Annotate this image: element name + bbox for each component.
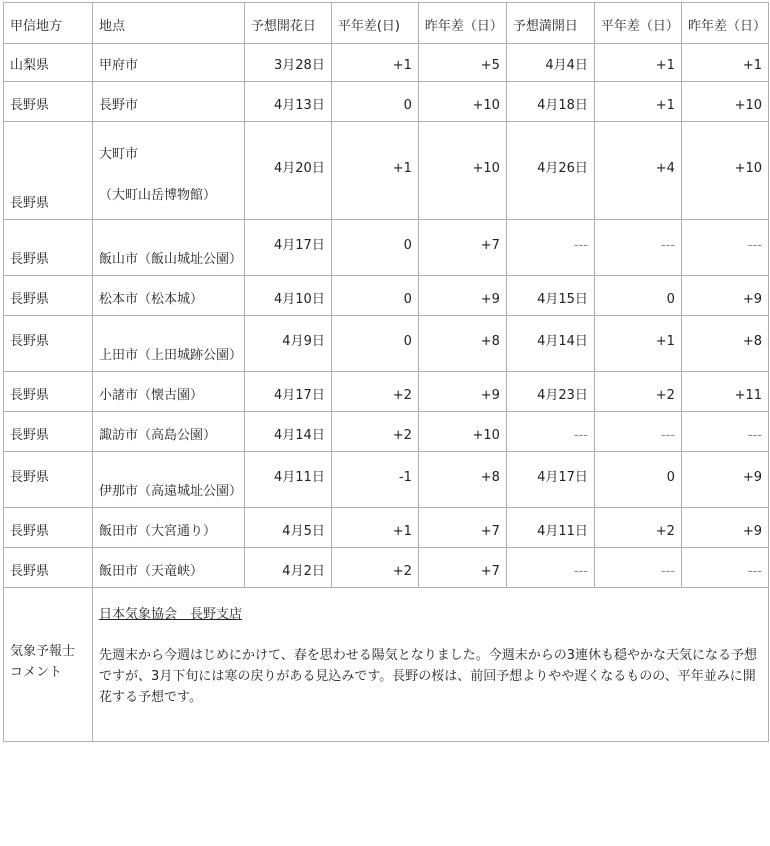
- header-bloom-diff-normal: 平年差(日): [331, 3, 418, 44]
- comment-organization-link[interactable]: 日本気象協会 長野支店: [99, 607, 243, 622]
- table-row: [4, 44, 769, 82]
- table-row: [4, 548, 769, 588]
- full-diff-normal-cell: ---: [594, 412, 681, 452]
- full-diff-last-year-cell: +9: [681, 452, 768, 508]
- bloom-diff-normal-cell: +1: [331, 508, 418, 548]
- location-cell: 飯山市（飯山城址公園）: [93, 220, 245, 276]
- full-diff-normal-cell: +1: [594, 82, 681, 122]
- full-diff-normal-cell: ---: [594, 220, 681, 276]
- bloom-date-cell: 4月13日: [244, 82, 331, 122]
- bloom-diff-last-year-cell: +10: [418, 82, 506, 122]
- region-cell: 長野県: [4, 82, 93, 122]
- full-diff-normal-cell: ---: [594, 548, 681, 588]
- region-cell: 長野県: [4, 372, 93, 412]
- full-diff-last-year-cell: ---: [681, 548, 768, 588]
- full-diff-normal-cell: +2: [594, 508, 681, 548]
- bloom-diff-normal-cell: 0: [331, 316, 418, 372]
- bloom-diff-normal-cell: 0: [331, 220, 418, 276]
- comment-row: [4, 588, 769, 742]
- full-bloom-date-cell: 4月26日: [506, 122, 594, 220]
- full-diff-last-year-cell: ---: [681, 220, 768, 276]
- full-diff-normal-cell: 0: [594, 276, 681, 316]
- bloom-diff-last-year-cell: +7: [418, 548, 506, 588]
- table-row: [4, 412, 769, 452]
- full-bloom-date-cell: ---: [506, 220, 594, 276]
- table-row: [4, 122, 769, 220]
- full-bloom-date-cell: 4月11日: [506, 508, 594, 548]
- bloom-diff-normal-cell: +1: [331, 122, 418, 220]
- bloom-diff-last-year-cell: +9: [418, 276, 506, 316]
- bloom-diff-normal-cell: 0: [331, 276, 418, 316]
- full-diff-normal-cell: +4: [594, 122, 681, 220]
- bloom-date-cell: 4月17日: [244, 220, 331, 276]
- bloom-diff-last-year-cell: +5: [418, 44, 506, 82]
- header-region: 甲信地方: [4, 3, 93, 44]
- bloom-diff-normal-cell: +2: [331, 548, 418, 588]
- full-bloom-date-cell: 4月15日: [506, 276, 594, 316]
- bloom-date-cell: 4月17日: [244, 372, 331, 412]
- bloom-diff-last-year-cell: +8: [418, 316, 506, 372]
- comment-cell: [93, 588, 769, 742]
- full-bloom-date-cell: ---: [506, 548, 594, 588]
- location-cell: 飯田市（大宮通り）: [93, 508, 245, 548]
- table-row: [4, 452, 769, 508]
- bloom-date-cell: 4月20日: [244, 122, 331, 220]
- full-bloom-date-cell: 4月18日: [506, 82, 594, 122]
- header-full-bloom-date: 予想満開日: [506, 3, 594, 44]
- bloom-diff-last-year-cell: +10: [418, 412, 506, 452]
- location-cell: 伊那市（高遠城址公園）: [93, 452, 245, 508]
- bloom-diff-normal-cell: +2: [331, 412, 418, 452]
- region-cell: 長野県: [4, 220, 93, 276]
- full-diff-normal-cell: 0: [594, 452, 681, 508]
- bloom-diff-last-year-cell: +8: [418, 452, 506, 508]
- full-bloom-date-cell: 4月14日: [506, 316, 594, 372]
- bloom-diff-normal-cell: +2: [331, 372, 418, 412]
- bloom-date-cell: 3月28日: [244, 44, 331, 82]
- full-diff-normal-cell: +1: [594, 44, 681, 82]
- table-row: [4, 372, 769, 412]
- full-diff-last-year-cell: +1: [681, 44, 768, 82]
- header-bloom-diff-last-year: 昨年差（日）: [418, 3, 506, 44]
- header-location: 地点: [93, 3, 245, 44]
- bloom-date-cell: 4月11日: [244, 452, 331, 508]
- bloom-date-cell: 4月5日: [244, 508, 331, 548]
- bloom-diff-last-year-cell: +7: [418, 220, 506, 276]
- location-cell: 上田市（上田城跡公園）: [93, 316, 245, 372]
- bloom-diff-normal-cell: +1: [331, 44, 418, 82]
- full-diff-normal-cell: +2: [594, 372, 681, 412]
- full-diff-last-year-cell: +10: [681, 122, 768, 220]
- location-cell: 諏訪市（高島公園）: [93, 412, 245, 452]
- region-cell: 長野県: [4, 412, 93, 452]
- region-cell: 長野県: [4, 316, 93, 372]
- location-cell: 長野市: [93, 82, 245, 122]
- location-cell: 松本市（松本城）: [93, 276, 245, 316]
- full-bloom-date-cell: 4月17日: [506, 452, 594, 508]
- table-row: [4, 316, 769, 372]
- location-cell: 小諸市（懐古園）: [93, 372, 245, 412]
- header-full-diff-last-year: 昨年差（日）: [681, 3, 768, 44]
- full-diff-last-year-cell: +11: [681, 372, 768, 412]
- location-name: 大町市: [99, 147, 139, 162]
- bloom-date-cell: 4月14日: [244, 412, 331, 452]
- bloom-diff-last-year-cell: +10: [418, 122, 506, 220]
- region-cell: 山梨県: [4, 44, 93, 82]
- bloom-date-cell: 4月2日: [244, 548, 331, 588]
- full-diff-last-year-cell: +9: [681, 508, 768, 548]
- table-row: [4, 276, 769, 316]
- location-cell: 甲府市: [93, 44, 245, 82]
- full-diff-last-year-cell: +8: [681, 316, 768, 372]
- bloom-diff-normal-cell: -1: [331, 452, 418, 508]
- full-diff-last-year-cell: +10: [681, 82, 768, 122]
- region-cell: 長野県: [4, 122, 93, 220]
- location-cell: [93, 122, 245, 220]
- table-row: [4, 220, 769, 276]
- full-diff-normal-cell: +1: [594, 316, 681, 372]
- region-cell: 長野県: [4, 452, 93, 508]
- comment-body: 先週末から今週はじめにかけて、春を思わせる陽気となりました。今週末からの3連休も穏やかな天気になる予想ですが、3月下旬には寒の戻りがある見込みです。長野の桜は、前回予想よりやや遅くなるものの、平年並みに開花する予想です。: [99, 648, 758, 705]
- bloom-diff-normal-cell: 0: [331, 82, 418, 122]
- region-cell: 長野県: [4, 548, 93, 588]
- table-row: [4, 82, 769, 122]
- full-diff-last-year-cell: +9: [681, 276, 768, 316]
- full-diff-last-year-cell: ---: [681, 412, 768, 452]
- full-bloom-date-cell: 4月23日: [506, 372, 594, 412]
- header-bloom-date: 予想開花日: [244, 3, 331, 44]
- full-bloom-date-cell: ---: [506, 412, 594, 452]
- table-row: [4, 508, 769, 548]
- location-sub: （大町山岳博物館）: [99, 188, 217, 203]
- region-cell: 長野県: [4, 276, 93, 316]
- table-header-row: [4, 3, 769, 44]
- full-bloom-date-cell: 4月4日: [506, 44, 594, 82]
- sakura-forecast-table: [3, 2, 769, 742]
- region-cell: 長野県: [4, 508, 93, 548]
- bloom-date-cell: 4月9日: [244, 316, 331, 372]
- location-cell: 飯田市（天竜峡）: [93, 548, 245, 588]
- bloom-diff-last-year-cell: +9: [418, 372, 506, 412]
- bloom-diff-last-year-cell: +7: [418, 508, 506, 548]
- comment-label: 気象予報士コメント: [4, 588, 93, 742]
- bloom-date-cell: 4月10日: [244, 276, 331, 316]
- header-full-diff-normal: 平年差（日）: [594, 3, 681, 44]
